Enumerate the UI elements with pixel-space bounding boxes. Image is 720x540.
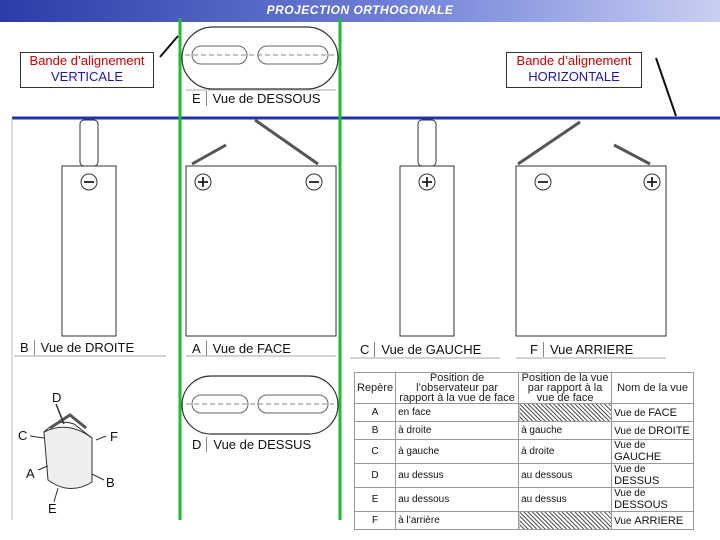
legend-name-prefix: Vue [614, 515, 632, 527]
view-name-e: Vue de DESSOUS [212, 91, 321, 106]
view-name-b: Vue de DROITE [40, 340, 135, 355]
legend-table [354, 372, 694, 530]
table-row [355, 512, 694, 530]
iso-label-e: E [48, 501, 57, 516]
legend-cell-name [612, 440, 694, 464]
legend-cell-observer: à l’arrière [396, 512, 519, 530]
legend-cell-repere: A [355, 404, 396, 422]
legend-name-main: FACE [648, 406, 677, 419]
view-letter-b: B [20, 340, 35, 355]
legend-cell-repere: B [355, 422, 396, 440]
legend-cell-repere: D [355, 464, 396, 488]
view-label-e [192, 91, 321, 106]
view-letter-c: C [360, 342, 375, 357]
legend-cell-name [612, 488, 694, 512]
view-name-c: Vue de GAUCHE [381, 342, 482, 357]
legend-header-row [355, 373, 694, 404]
legend-cell-name [612, 464, 694, 488]
view-name-d: Vue de DESSUS [213, 437, 312, 452]
legend-cell-observer: à droite [396, 422, 519, 440]
legend-cell-repere: E [355, 488, 396, 512]
legend-name-prefix: Vue de [614, 488, 646, 499]
horizontal-band-line2: HORIZONTALE [528, 69, 620, 84]
iso-label-d: D [52, 390, 62, 405]
vertical-band-line1: Bande d’alignement [29, 53, 145, 68]
page-title: PROJECTION ORTHOGONALE [266, 3, 454, 17]
legend-cell-view-pos: au dessus [519, 488, 612, 512]
table-row [355, 422, 694, 440]
legend-cell-repere: C [355, 440, 396, 464]
isometric-battery [30, 404, 106, 502]
view-c-shape [400, 120, 454, 336]
legend-cell-observer: à gauche [396, 440, 519, 464]
legend-name-prefix: Vue de [614, 440, 646, 451]
view-name-f: Vue ARRIERE [549, 342, 634, 357]
view-name-a: Vue de FACE [212, 341, 291, 356]
view-b-shape [62, 120, 116, 336]
legend-header-view-pos: Position de la vue par rapport à la vue de face [519, 373, 612, 404]
legend-cell-view-pos: au dessous [519, 464, 612, 488]
legend-cell-observer: au dessus [396, 464, 519, 488]
legend-cell-view-pos: à droite [519, 440, 612, 464]
legend-cell-view-pos-hatched [519, 404, 612, 422]
legend-cell-name [612, 404, 694, 422]
iso-label-a: A [26, 466, 35, 481]
legend-cell-view-pos: à gauche [519, 422, 612, 440]
view-label-b [20, 340, 134, 355]
view-letter-a: A [192, 341, 207, 356]
legend-name-main: DESSUS [614, 475, 660, 487]
legend-header-observer: Position de l’observateur par rapport à la vue de face [396, 373, 519, 404]
table-row [355, 404, 694, 422]
view-e-shape [182, 27, 338, 89]
iso-label-f: F [110, 429, 118, 444]
view-label-c [360, 342, 481, 357]
legend-cell-observer: en face [396, 404, 519, 422]
horizontal-band-line1: Bande d’alignement [516, 53, 632, 68]
legend-cell-name [612, 512, 694, 530]
legend-name-main: ARRIERE [634, 514, 684, 527]
view-label-d [192, 437, 311, 452]
table-row [355, 440, 694, 464]
legend-cell-name [612, 422, 694, 440]
legend-name-main: DESSOUS [614, 499, 668, 511]
legend-cell-repere: F [355, 512, 396, 530]
legend-name-prefix: Vue de [614, 407, 646, 419]
horizontal-band-pointer [656, 58, 676, 116]
legend-header-repere: Repère [355, 373, 396, 404]
legend-cell-observer: au dessous [396, 488, 519, 512]
view-a-shape [186, 120, 336, 336]
vertical-band-box [20, 52, 154, 88]
iso-label-b: B [106, 475, 115, 490]
legend-name-prefix: Vue de [614, 464, 646, 475]
view-f-shape [516, 122, 666, 336]
horizontal-band-box [506, 52, 642, 88]
view-label-f [530, 342, 633, 357]
view-letter-e: E [192, 91, 207, 106]
legend-name-prefix: Vue de [614, 425, 646, 437]
legend-cell-view-pos-hatched [519, 512, 612, 530]
table-row [355, 464, 694, 488]
view-letter-d: D [192, 437, 207, 452]
legend-header-name: Nom de la vue [612, 373, 694, 404]
vertical-band-pointer [160, 36, 178, 57]
view-letter-f: F [530, 342, 544, 357]
view-label-a [192, 341, 291, 356]
vertical-band-line2: VERTICALE [50, 69, 123, 84]
legend-name-main: GAUCHE [614, 451, 662, 463]
iso-label-c: C [18, 428, 28, 443]
view-d-shape [182, 376, 338, 434]
table-row [355, 488, 694, 512]
legend-name-main: DROITE [648, 424, 690, 437]
